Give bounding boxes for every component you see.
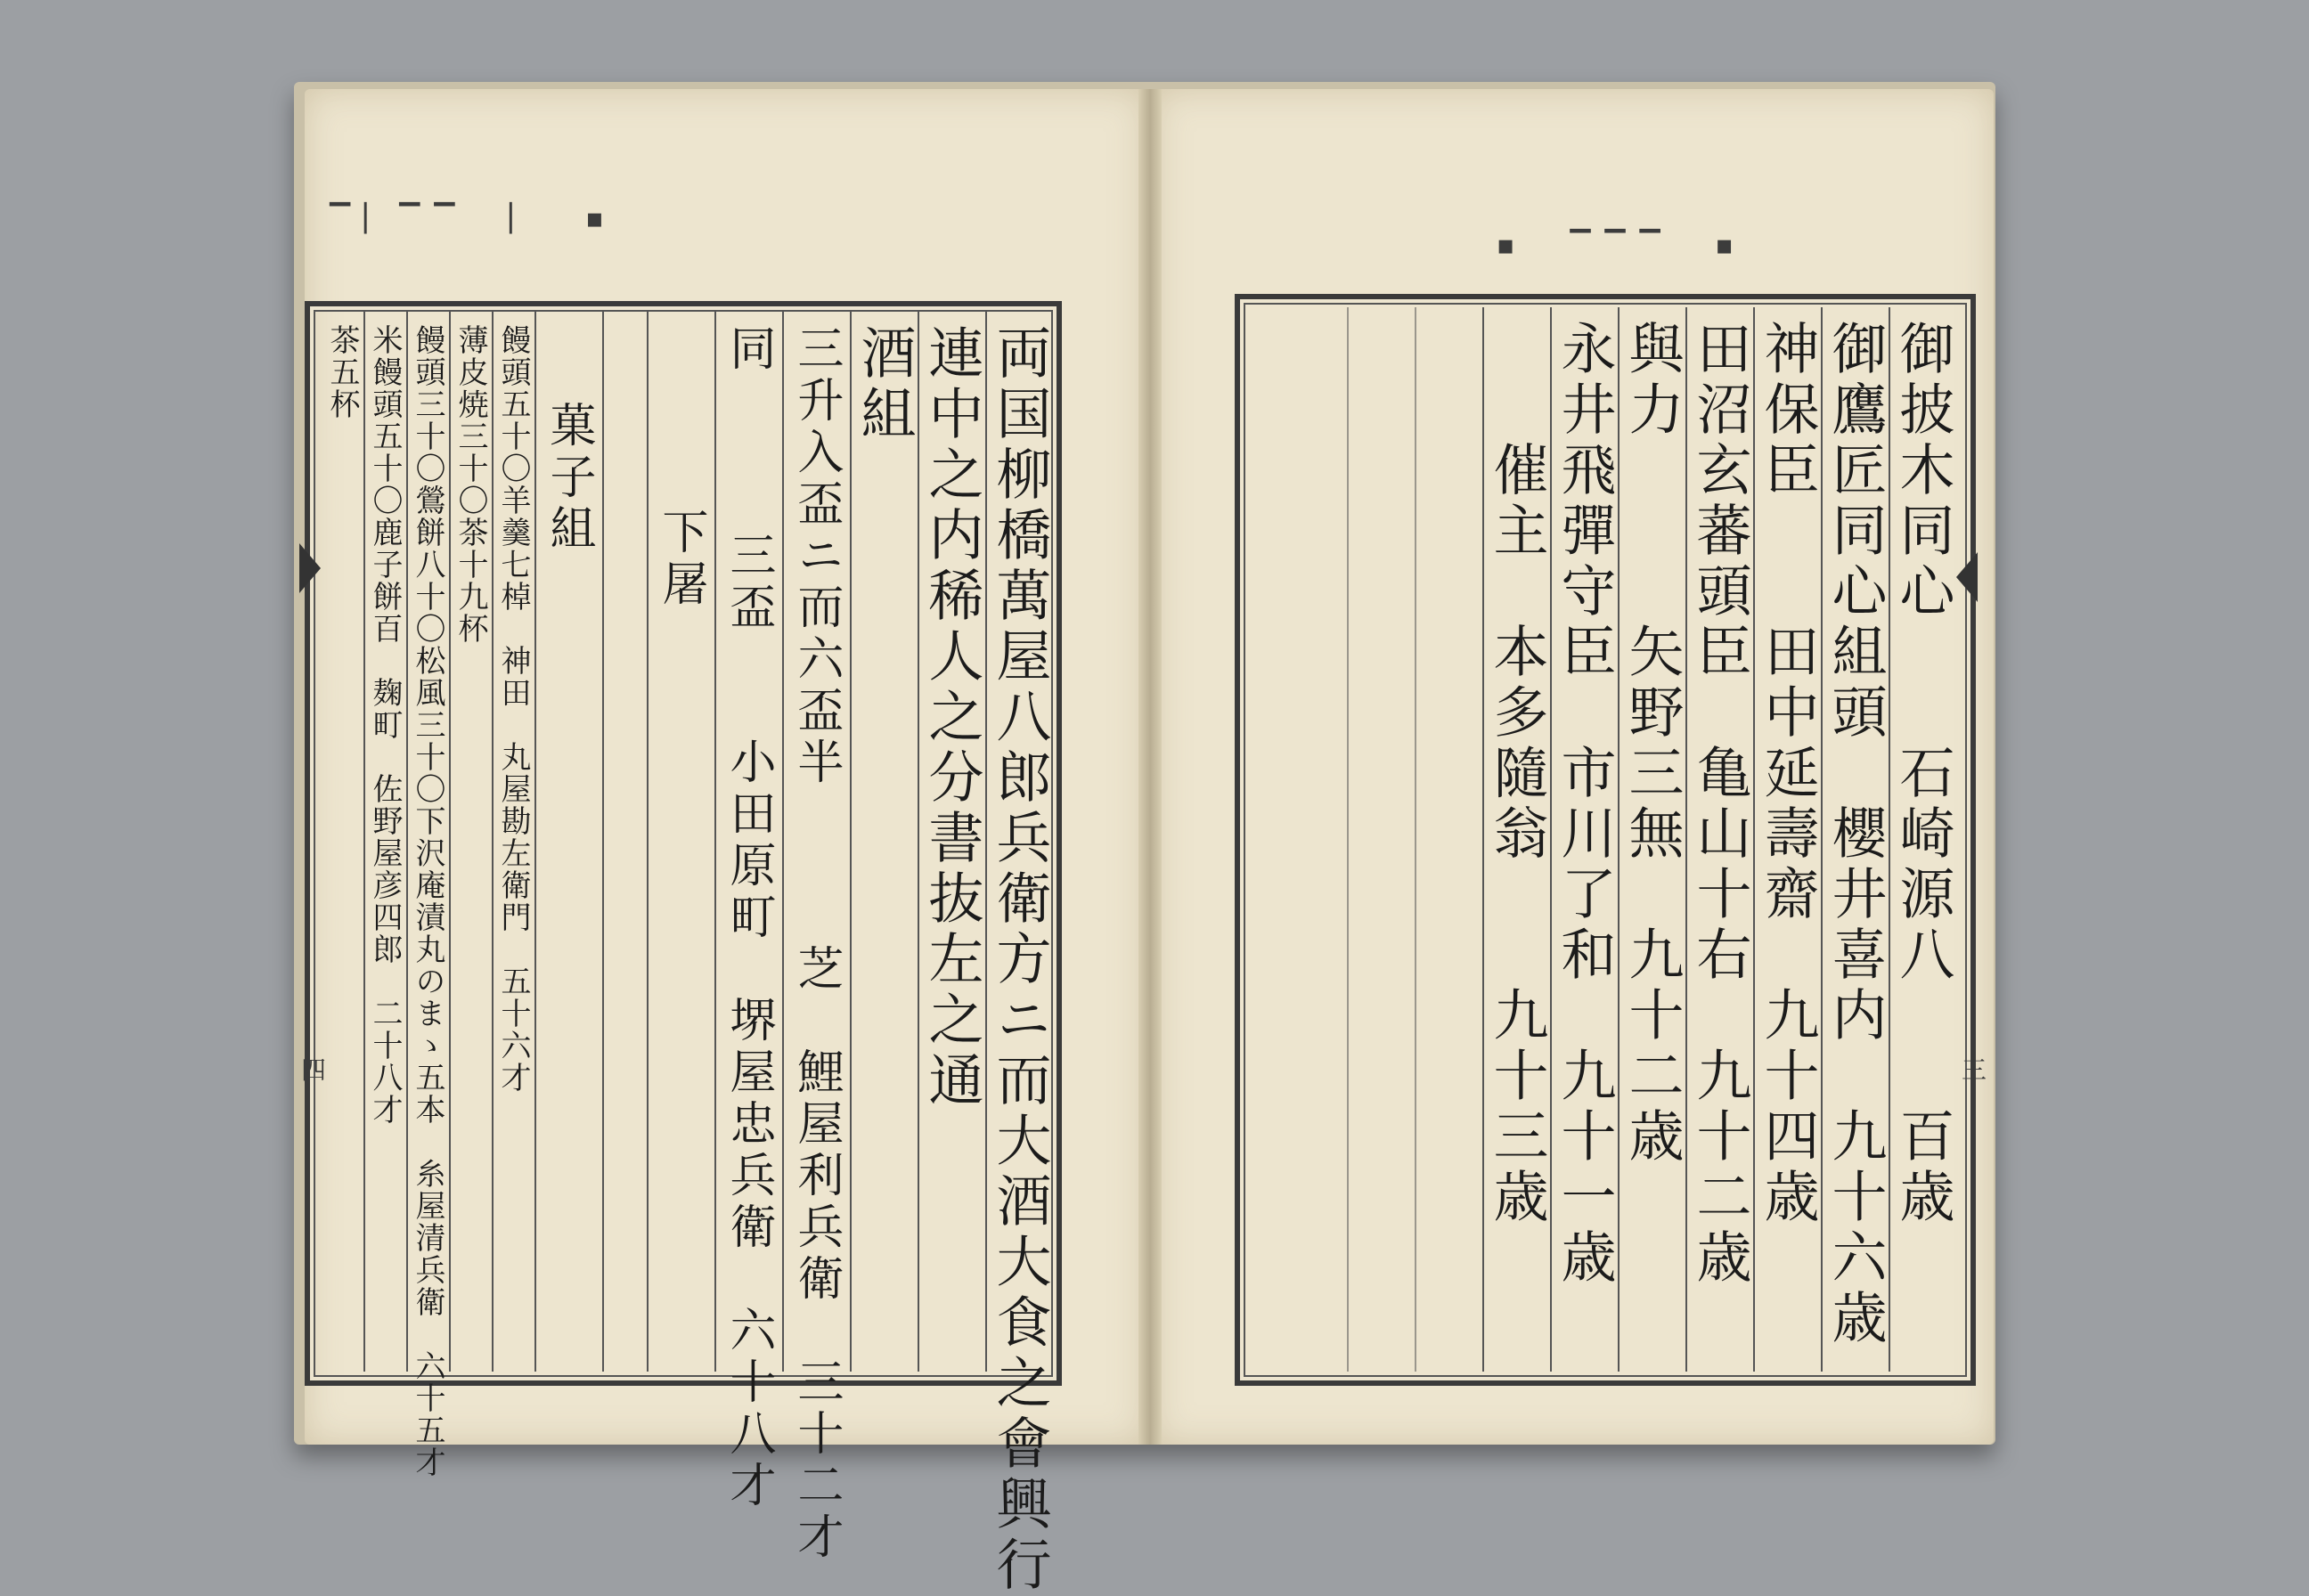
right-col-2: 御鷹匠同心組頭 櫻井喜内 九十六歳 (1821, 307, 1889, 1372)
right-col-bleed-2 (1347, 307, 1415, 1372)
right-col-7: 催主 本多隨翁 九十三歳 (1482, 307, 1550, 1372)
left-col-8: 菓子組 (534, 312, 602, 1372)
header-smudge-right: ▪ ▔▔▔ ▪ (1497, 230, 1748, 261)
left-col-7 (602, 312, 647, 1372)
left-page-number: 四 (301, 1055, 327, 1085)
left-col-3: 酒組 (850, 312, 918, 1372)
left-col-2: 連中之内稀人之分書抜左之通 (918, 312, 985, 1372)
right-col-bleed-3 (1279, 307, 1347, 1372)
left-col-5: 同 三盃 小田原町 堺屋忠兵衛 六十八才 (714, 312, 782, 1372)
left-page-columns (321, 312, 1053, 1596)
right-page-columns (1247, 307, 1956, 1372)
left-col-13: 茶五杯 (324, 324, 360, 420)
header-smudge-left: ▔▏▔▔ ▏ ▪ (330, 203, 618, 234)
left-col-4: 三升入盃ニ而六盃半 芝 鯉屋利兵衛 三十二才 (782, 312, 850, 1372)
left-col-11: 饅頭三十〇鶯餅八十〇松風三十〇下沢庵漬丸のまゝ五本 糸屋清兵衛 六十五才 (406, 312, 449, 1372)
book-gutter (1138, 89, 1162, 1445)
right-col-bleed-1 (1415, 307, 1482, 1372)
right-col-3: 神保臣 田中延壽齋 九十四歳 (1753, 307, 1821, 1372)
left-fold-marker (299, 543, 321, 593)
right-page-number: 三 (1962, 1055, 1987, 1085)
right-col-1: 御披木同心 石崎源八 百歳 (1889, 307, 1956, 1372)
right-col-4: 田沼玄蕃頭臣 亀山十右 九十二歳 (1685, 307, 1753, 1372)
left-col-9: 饅頭五十〇羊羹七棹 神田 丸屋勘左衛門 五十六才 (492, 312, 534, 1372)
left-col-6: 下屠 (647, 312, 714, 1372)
right-fold-marker (1956, 552, 1978, 602)
right-col-5: 與力 矢野三無 九十二歳 (1618, 307, 1685, 1372)
right-col-6: 永井飛彈守臣 市川了和 九十一歳 (1550, 307, 1618, 1372)
left-col-12: 米饅頭五十〇鹿子餅百 麹町 佐野屋彦四郎 二十八才 (363, 312, 406, 1372)
left-col-1: 両国柳橋萬屋八郎兵衛方ニ而大酒大食之會興行 (985, 312, 1053, 1372)
left-col-10: 薄皮焼三十〇茶十九杯 (449, 312, 492, 1372)
